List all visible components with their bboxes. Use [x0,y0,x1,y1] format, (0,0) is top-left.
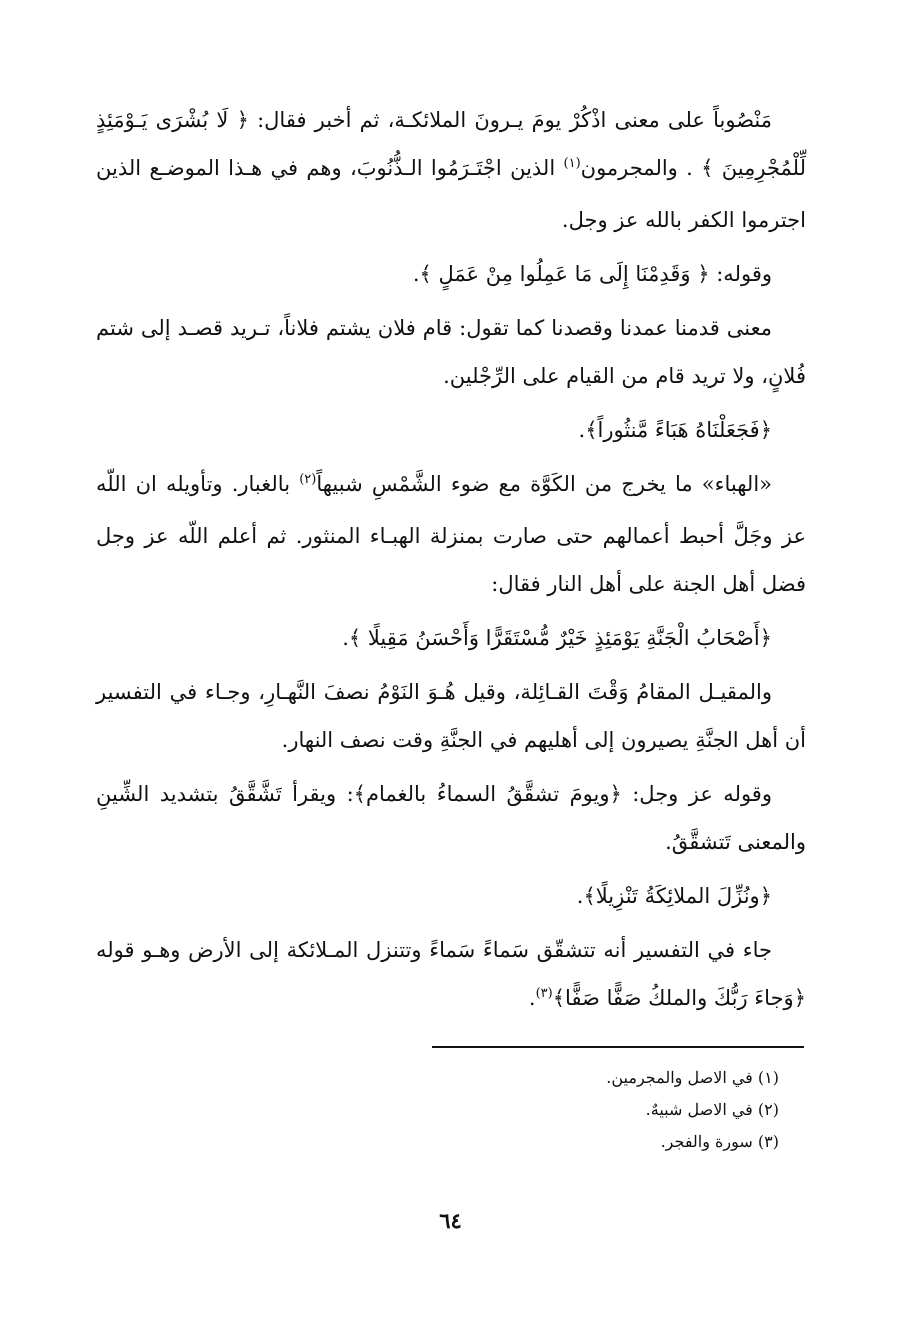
page-number: ٦٤ [439,1208,462,1233]
paragraph-3: معنى قدمنا عمدنا وقصدنا كما تقول: قام فلان يشتم فلاناً، تـريد قصـد إلى شتم فُلانٍ، ولا تريد قام من القيام على الرِّجْلين. [96,316,806,388]
verse-4: ﴿فَجَعَلْنَاهُ هَبَاءً مَّنثُوراً﴾. [578,418,772,442]
paragraph-5-text-cont: بالغبار. وتأويله ان اللّه عز وجَلَّ أحبط أعمالهم حتى صارت بمنزلة الهبـاء المنثور. ثم أعلم اللّه عز وجل فضل أهل الجنة على أهل النار فقال: [96,472,806,596]
verse-9: ﴿ونُزِّلَ الملائِكَةُ تَنْزِيلًا﴾. [576,884,772,908]
footnotes [96,1062,779,1158]
main-text [96,96,806,1032]
paragraph-8: وقوله عز وجل: ﴿ويومَ تشقَّقُ السماءُ بالغمام﴾: ويقرأ تَشَّقَّقُ بتشديد الشِّينِ والمعنى تَتشقَّقُ. [96,782,806,854]
footnote-ref-3: (٣) [535,986,553,1001]
paragraph-5 [96,460,806,608]
paragraph-5-text: «الهباء» ما يخرج من الكَوَّة مع ضوء الشَّمْسِ شبيهاً [316,472,773,496]
paragraph-1 [96,96,806,244]
footnote-ref-1: (١) [563,156,581,171]
paragraph-2: وقوله: ﴿ وَقَدِمْنَا إِلَى مَا عَمِلُوا مِنْ عَمَلٍ ﴾. [412,262,772,286]
footnote-divider [432,1046,804,1048]
footnote-2: (٢) في الاصل شبيهٌ. [645,1100,779,1119]
footnote-ref-2: (٢) [299,472,317,487]
footnote-1: (١) في الاصل والمجرمين. [606,1068,779,1087]
paragraph-10-text-cont: . [528,986,536,1010]
paragraph-1-text: مَنْصُوباً على معنى اذْكُرْ يومَ يـرونَ الملائكـة، ثم أخبر فقال: ﴿ لَا بُشْرَى يَـوْمَئِذٍ لِّلْمُجْرِمِينَ ﴾ . والمجرمون [96,108,806,180]
footnote-3: (٣) سورة والفجر. [660,1132,779,1151]
paragraph-10-text: جاء في التفسير أنه تتشقّق سَماءً سَماءً وتتنزل المـلائكة إلى الأرض وهـو قوله ﴿وَجاءَ رَبُّكَ والملكُ صَفًّا صَفًّا﴾ [96,938,806,1010]
paragraph-10 [96,926,806,1026]
verse-6: ﴿أَصْحَابُ الْجَنَّةِ يَوْمَئِذٍ خَيْرٌ مُّسْتَقَرًّا وَأَحْسَنُ مَقِيلًا ﴾. [342,626,772,650]
paragraph-7: والمقيـل المقامُ وَقْتَ القـائِلة، وقيل هُـوَ النَوْمُ نصفَ النَّهـارِ، وجـاء في التفسير أن أهل الجنَّةِ يصيرون إلى أهليهم في الجنَّةِ وقت نصف النهار. [96,680,806,752]
paragraph-1-text-cont: الذين اجْتَـرَمُوا الـذُّنُوبَ، وهم في هـذا الموضـع الذين اجترموا الكفر بالله عز وجل. [96,156,806,232]
